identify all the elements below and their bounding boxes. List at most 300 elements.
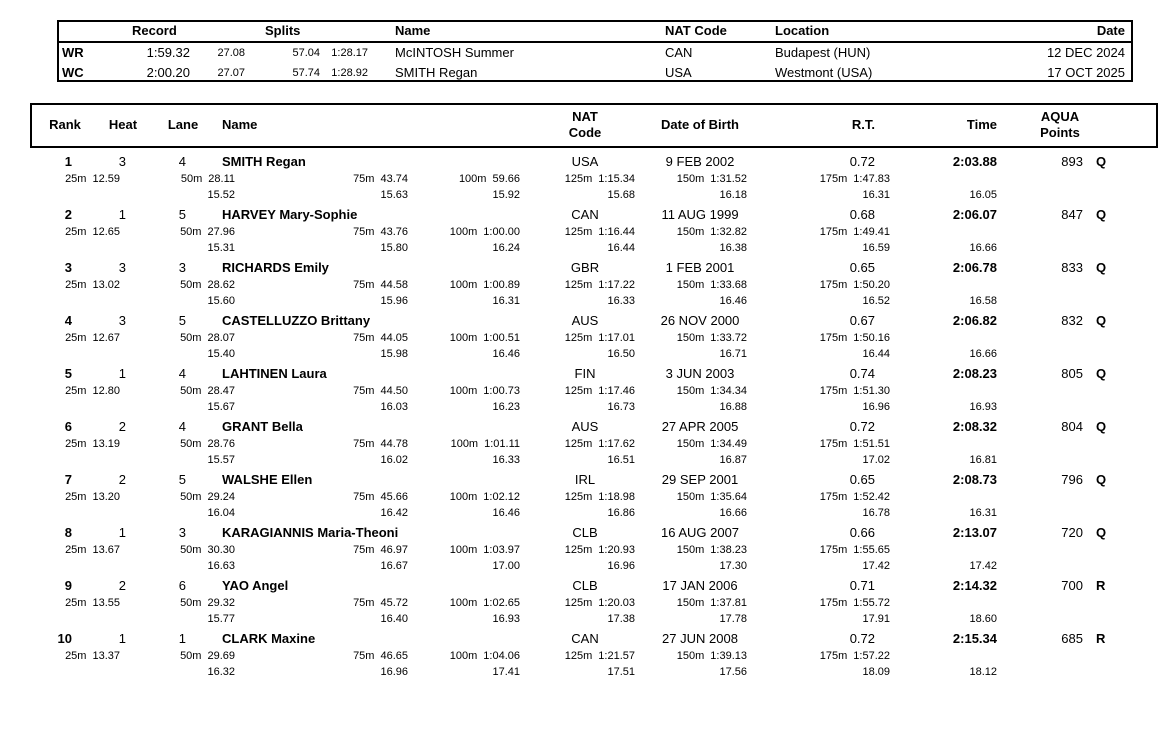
nat-cell: USA: [571, 154, 599, 169]
points-cell: 796: [1061, 472, 1083, 487]
split-group: [627, 491, 747, 503]
split-time: 28.47: [207, 385, 235, 397]
rank-cell: 6: [64, 419, 72, 434]
reaction-time-cell: 0.68: [849, 207, 875, 222]
rank-column-header: Rank: [49, 117, 81, 132]
split-distance-label: 75m: [353, 491, 375, 503]
qualification-status: R: [1096, 578, 1106, 593]
split-group: [288, 438, 408, 450]
record-row: [59, 64, 1131, 83]
split-distance-label: 25m: [65, 597, 87, 609]
split-time: 1:20.93: [598, 544, 635, 556]
split-group: [0, 650, 120, 662]
split-distance-label: 100m: [450, 438, 479, 450]
record-nat: CAN: [665, 45, 693, 60]
split-distance-label: 25m: [65, 279, 87, 291]
segment-time: 16.33: [492, 454, 520, 466]
segment-time: 15.57: [207, 454, 235, 466]
results-rows: [0, 154, 1165, 754]
segment-time: 16.46: [719, 295, 747, 307]
dob-cell: 27 APR 2005: [661, 419, 739, 434]
segment-time: 16.44: [862, 348, 890, 360]
split-time: 1:04.06: [483, 650, 520, 662]
reaction-time-cell: 0.72: [849, 154, 875, 169]
split-group: [770, 279, 890, 291]
split-time: 28.76: [207, 438, 235, 450]
split-group: [0, 332, 120, 344]
dob-cell: 9 FEB 2002: [665, 154, 735, 169]
split-distance-label: 150m: [676, 597, 705, 609]
results-table-header: [30, 103, 1158, 148]
split-time: 44.05: [380, 332, 408, 344]
reaction-time-cell: 0.72: [849, 419, 875, 434]
split-distance-label: 50m: [180, 491, 202, 503]
split-distance-label: 150m: [676, 385, 705, 397]
split-time: 13.37: [92, 650, 120, 662]
segment-time: 16.31: [862, 189, 890, 201]
split-group: [0, 438, 120, 450]
split-time: 1:55.65: [853, 544, 890, 556]
split-time: 43.74: [380, 173, 408, 185]
split-distance-label: 175m: [819, 385, 848, 397]
lane-cell: 4: [178, 419, 186, 434]
segment-time: 17.02: [862, 454, 890, 466]
nat-cell: CAN: [571, 207, 599, 222]
heat-cell: 3: [118, 154, 126, 169]
record-location: Westmont (USA): [775, 65, 873, 80]
split-group: [400, 279, 520, 291]
split-time: 29.32: [207, 597, 235, 609]
qualification-status: Q: [1096, 525, 1107, 540]
split-distance-label: 25m: [65, 173, 87, 185]
segment-time: 15.60: [207, 295, 235, 307]
segment-time: 16.86: [607, 507, 635, 519]
split-distance-label: 50m: [180, 544, 202, 556]
split-time: 30.30: [207, 544, 235, 556]
segment-time: 18.12: [969, 666, 997, 678]
nat-cell: FIN: [574, 366, 596, 381]
dob-cell: 16 AUG 2007: [660, 525, 740, 540]
split-time: 43.76: [380, 226, 408, 238]
segment-time: 16.78: [862, 507, 890, 519]
qualification-status: Q: [1096, 207, 1107, 222]
segment-time: 16.23: [492, 401, 520, 413]
nat-cell: GBR: [570, 260, 600, 275]
nat-cell: IRL: [574, 472, 596, 487]
segment-time: 15.63: [380, 189, 408, 201]
qualification-status: Q: [1096, 313, 1107, 328]
split-distance-label: 150m: [676, 332, 705, 344]
split-group: [288, 385, 408, 397]
splits-header-label: Splits: [265, 23, 301, 38]
split-group: [288, 597, 408, 609]
result-row: [0, 154, 1165, 207]
points-cell: 893: [1061, 154, 1083, 169]
result-row: [0, 207, 1165, 260]
date-header-label: Date: [1096, 23, 1125, 38]
qualification-status: Q: [1096, 154, 1107, 169]
segment-time: 15.67: [207, 401, 235, 413]
split-distance-label: 150m: [676, 438, 705, 450]
split-time: 1:17.22: [598, 279, 635, 291]
segment-time: 15.52: [207, 189, 235, 201]
split-group: [770, 173, 890, 185]
split-distance-label: 150m: [676, 226, 705, 238]
split-group: [288, 226, 408, 238]
split-time: 1:47.83: [853, 173, 890, 185]
split-distance-label: 25m: [65, 491, 87, 503]
split-time: 59.66: [492, 173, 520, 185]
split-group: [0, 279, 120, 291]
split-group: [627, 332, 747, 344]
qualification-status: Q: [1096, 419, 1107, 434]
split-distance-label: 175m: [819, 173, 848, 185]
segment-time: 16.66: [969, 242, 997, 254]
points-cell: 832: [1061, 313, 1083, 328]
split-distance-label: 125m: [564, 438, 593, 450]
segment-time: 15.98: [380, 348, 408, 360]
split-group: [0, 385, 120, 397]
segment-time: 16.63: [207, 560, 235, 572]
split-group: [400, 438, 520, 450]
rank-cell: 8: [64, 525, 72, 540]
segment-time: 16.42: [380, 507, 408, 519]
swimmer-name: KARAGIANNIS Maria-Theoni: [222, 525, 399, 540]
split-distance-label: 175m: [819, 438, 848, 450]
reaction-time-cell: 0.66: [849, 525, 875, 540]
split-distance-label: 100m: [449, 279, 478, 291]
segment-time: 16.93: [492, 613, 520, 625]
record-time: 2:00.20: [146, 65, 190, 80]
split-group: [400, 544, 520, 556]
segment-time: 17.42: [862, 560, 890, 572]
points-cell: 805: [1061, 366, 1083, 381]
split-time: 1:17.46: [598, 385, 635, 397]
split-distance-label: 100m: [449, 491, 478, 503]
split-group: [770, 544, 890, 556]
nat-cell: CLB: [572, 525, 598, 540]
record-header-label: Record: [132, 23, 177, 38]
dob-cell: 26 NOV 2000: [660, 313, 740, 328]
split-time: 1:50.20: [853, 279, 890, 291]
result-row: [0, 631, 1165, 684]
split-distance-label: 150m: [676, 650, 705, 662]
record-time: 1:59.32: [146, 45, 190, 60]
split-time: 13.55: [92, 597, 120, 609]
record-row: [59, 44, 1131, 63]
segment-time: 17.41: [492, 666, 520, 678]
segment-time: 16.96: [862, 401, 890, 413]
record-tag: WC: [62, 65, 84, 80]
points-cell: 720: [1061, 525, 1083, 540]
record-split: 57.04: [292, 47, 320, 59]
record-split: 1:28.92: [331, 67, 368, 79]
split-distance-label: 50m: [180, 438, 202, 450]
split-group: [627, 438, 747, 450]
swimmer-name: RICHARDS Emily: [222, 260, 329, 275]
result-row: [0, 419, 1165, 472]
split-time: 1:00.51: [483, 332, 520, 344]
split-distance-label: 125m: [564, 279, 593, 291]
split-distance-label: 50m: [180, 385, 202, 397]
lane-cell: 4: [178, 154, 186, 169]
swimmer-name: WALSHE Ellen: [222, 472, 313, 487]
segment-time: 16.73: [607, 401, 635, 413]
split-time: 1:52.42: [853, 491, 890, 503]
split-group: [770, 597, 890, 609]
final-time-cell: 2:08.32: [952, 419, 997, 434]
split-distance-label: 125m: [564, 544, 593, 556]
heat-cell: 2: [118, 419, 126, 434]
segment-time: 16.71: [719, 348, 747, 360]
split-distance-label: 150m: [676, 544, 705, 556]
split-distance-label: 50m: [180, 650, 202, 662]
split-time: 1:02.65: [483, 597, 520, 609]
split-distance-label: 25m: [65, 332, 87, 344]
qualification-status: Q: [1096, 472, 1107, 487]
segment-time: 16.24: [492, 242, 520, 254]
reaction-time-cell: 0.65: [849, 472, 875, 487]
segment-time: 16.18: [719, 189, 747, 201]
swimmer-name: CLARK Maxine: [222, 631, 316, 646]
segment-time: 16.03: [380, 401, 408, 413]
split-group: [627, 544, 747, 556]
split-time: 1:37.81: [710, 597, 747, 609]
record-nat: USA: [665, 65, 692, 80]
split-distance-label: 75m: [353, 597, 375, 609]
split-group: [515, 226, 635, 238]
split-distance-label: 175m: [819, 279, 848, 291]
dob-cell: 1 FEB 2001: [665, 260, 735, 275]
segment-time: 16.02: [380, 454, 408, 466]
lane-cell: 5: [178, 207, 186, 222]
dob-cell: 3 JUN 2003: [665, 366, 735, 381]
split-time: 28.11: [208, 173, 235, 185]
split-group: [115, 544, 235, 556]
segment-time: 17.78: [719, 613, 747, 625]
segment-time: 16.33: [607, 295, 635, 307]
split-group: [515, 597, 635, 609]
split-group: [115, 438, 235, 450]
split-time: 13.19: [92, 438, 120, 450]
split-time: 1:34.34: [710, 385, 747, 397]
split-distance-label: 75m: [353, 173, 375, 185]
split-group: [627, 279, 747, 291]
split-group: [288, 173, 408, 185]
segment-time: 16.66: [719, 507, 747, 519]
split-time: 1:20.03: [598, 597, 635, 609]
split-time: 46.65: [380, 650, 408, 662]
nat-cell: CLB: [572, 578, 598, 593]
nat-code-column-header: NAT Code: [568, 109, 602, 140]
record-tag: WR: [62, 45, 84, 60]
split-group: [515, 173, 635, 185]
split-distance-label: 50m: [180, 332, 202, 344]
lane-cell: 5: [178, 313, 186, 328]
split-group: [515, 279, 635, 291]
record-split: 1:28.17: [331, 47, 368, 59]
segment-time: 16.32: [207, 666, 235, 678]
final-time-cell: 2:08.73: [952, 472, 997, 487]
points-cell: 847: [1061, 207, 1083, 222]
split-distance-label: 75m: [353, 650, 375, 662]
result-row: [0, 525, 1165, 578]
split-distance-label: 175m: [819, 650, 848, 662]
split-time: 1:17.62: [598, 438, 635, 450]
result-row: [0, 260, 1165, 313]
segment-time: 15.96: [380, 295, 408, 307]
split-distance-label: 25m: [65, 385, 87, 397]
split-time: 1:00.73: [483, 385, 520, 397]
split-distance-label: 25m: [65, 544, 87, 556]
split-distance-label: 100m: [449, 597, 478, 609]
split-group: [515, 438, 635, 450]
split-time: 1:18.98: [598, 491, 635, 503]
segment-time: 16.88: [719, 401, 747, 413]
split-time: 1:03.97: [483, 544, 520, 556]
split-distance-label: 75m: [353, 438, 375, 450]
segment-time: 16.93: [969, 401, 997, 413]
split-group: [288, 544, 408, 556]
split-group: [770, 385, 890, 397]
split-time: 1:49.41: [853, 226, 890, 238]
split-distance-label: 100m: [449, 385, 478, 397]
split-distance-label: 125m: [564, 385, 593, 397]
record-location: Budapest (HUN): [775, 45, 871, 60]
split-time: 13.02: [92, 279, 120, 291]
split-group: [400, 491, 520, 503]
points-cell: 685: [1061, 631, 1083, 646]
segment-time: 16.87: [719, 454, 747, 466]
split-time: 1:57.22: [853, 650, 890, 662]
split-group: [400, 173, 520, 185]
segment-time: 16.46: [492, 348, 520, 360]
segment-time: 15.68: [607, 189, 635, 201]
lane-cell: 3: [178, 260, 186, 275]
split-distance-label: 75m: [353, 226, 375, 238]
location-header-label: Location: [775, 23, 830, 38]
swimmer-name: YAO Angel: [222, 578, 289, 593]
reaction-time-column-header: R.T.: [851, 117, 875, 132]
segment-time: 15.40: [207, 348, 235, 360]
split-group: [288, 650, 408, 662]
segment-time: 16.50: [607, 348, 635, 360]
rank-cell: 7: [64, 472, 72, 487]
segment-time: 16.58: [969, 295, 997, 307]
split-time: 13.67: [92, 544, 120, 556]
record-holder-name: SMITH Regan: [395, 65, 478, 80]
split-group: [115, 385, 235, 397]
final-time-cell: 2:08.23: [952, 366, 997, 381]
final-time-cell: 2:13.07: [952, 525, 997, 540]
swimmer-name: LAHTINEN Laura: [222, 366, 327, 381]
rank-cell: 1: [64, 154, 72, 169]
split-group: [515, 650, 635, 662]
split-time: 46.97: [380, 544, 408, 556]
segment-time: 16.38: [719, 242, 747, 254]
segment-time: 17.00: [492, 560, 520, 572]
split-time: 45.66: [380, 491, 408, 503]
segment-time: 17.38: [607, 613, 635, 625]
segment-time: 16.46: [492, 507, 520, 519]
split-group: [400, 597, 520, 609]
nat-code-header-label: NAT Code: [665, 23, 727, 38]
split-group: [115, 332, 235, 344]
split-group: [0, 544, 120, 556]
segment-time: 16.31: [492, 295, 520, 307]
split-distance-label: 175m: [819, 226, 848, 238]
split-time: 44.50: [380, 385, 408, 397]
split-time: 27.96: [207, 226, 235, 238]
segment-time: 16.40: [380, 613, 408, 625]
split-distance-label: 125m: [564, 173, 593, 185]
name-column-header: Name: [222, 117, 258, 132]
qualification-status: Q: [1096, 260, 1107, 275]
dob-cell: 11 AUG 1999: [661, 207, 739, 222]
split-time: 28.07: [207, 332, 235, 344]
split-distance-label: 175m: [819, 332, 848, 344]
split-group: [288, 279, 408, 291]
split-distance-label: 50m: [180, 279, 202, 291]
split-group: [400, 385, 520, 397]
split-time: 1:17.01: [598, 332, 635, 344]
split-group: [770, 332, 890, 344]
split-time: 12.67: [92, 332, 120, 344]
split-group: [0, 491, 120, 503]
split-time: 29.24: [207, 491, 235, 503]
split-distance-label: 100m: [449, 650, 478, 662]
split-distance-label: 175m: [819, 491, 848, 503]
split-time: 1:31.52: [710, 173, 747, 185]
split-time: 28.62: [207, 279, 235, 291]
split-distance-label: 50m: [180, 226, 202, 238]
split-time: 1:34.49: [710, 438, 747, 450]
segment-time: 17.51: [607, 666, 635, 678]
segment-time: 17.56: [719, 666, 747, 678]
split-group: [515, 385, 635, 397]
heat-column-header: Heat: [108, 117, 138, 132]
record-table: [57, 20, 1133, 82]
segment-time: 15.92: [492, 189, 520, 201]
split-group: [627, 173, 747, 185]
dob-cell: 17 JAN 2006: [662, 578, 738, 593]
split-time: 12.80: [92, 385, 120, 397]
split-time: 1:32.82: [710, 226, 747, 238]
record-split: 27.07: [217, 67, 245, 79]
record-split: 27.08: [217, 47, 245, 59]
segment-time: 16.52: [862, 295, 890, 307]
split-time: 1:01.11: [484, 438, 520, 450]
segment-time: 16.59: [862, 242, 890, 254]
split-distance-label: 125m: [564, 491, 593, 503]
split-time: 1:35.64: [710, 491, 747, 503]
split-group: [0, 226, 120, 238]
split-group: [770, 438, 890, 450]
heat-cell: 1: [118, 207, 126, 222]
segment-time: 16.67: [380, 560, 408, 572]
split-distance-label: 150m: [676, 491, 705, 503]
split-distance-label: 75m: [353, 332, 375, 344]
points-cell: 700: [1061, 578, 1083, 593]
segment-time: 16.96: [607, 560, 635, 572]
split-distance-label: 75m: [353, 544, 375, 556]
lane-cell: 6: [178, 578, 186, 593]
split-time: 1:21.57: [598, 650, 635, 662]
split-group: [115, 491, 235, 503]
segment-time: 16.44: [607, 242, 635, 254]
reaction-time-cell: 0.65: [849, 260, 875, 275]
dob-column-header: Date of Birth: [661, 117, 739, 132]
